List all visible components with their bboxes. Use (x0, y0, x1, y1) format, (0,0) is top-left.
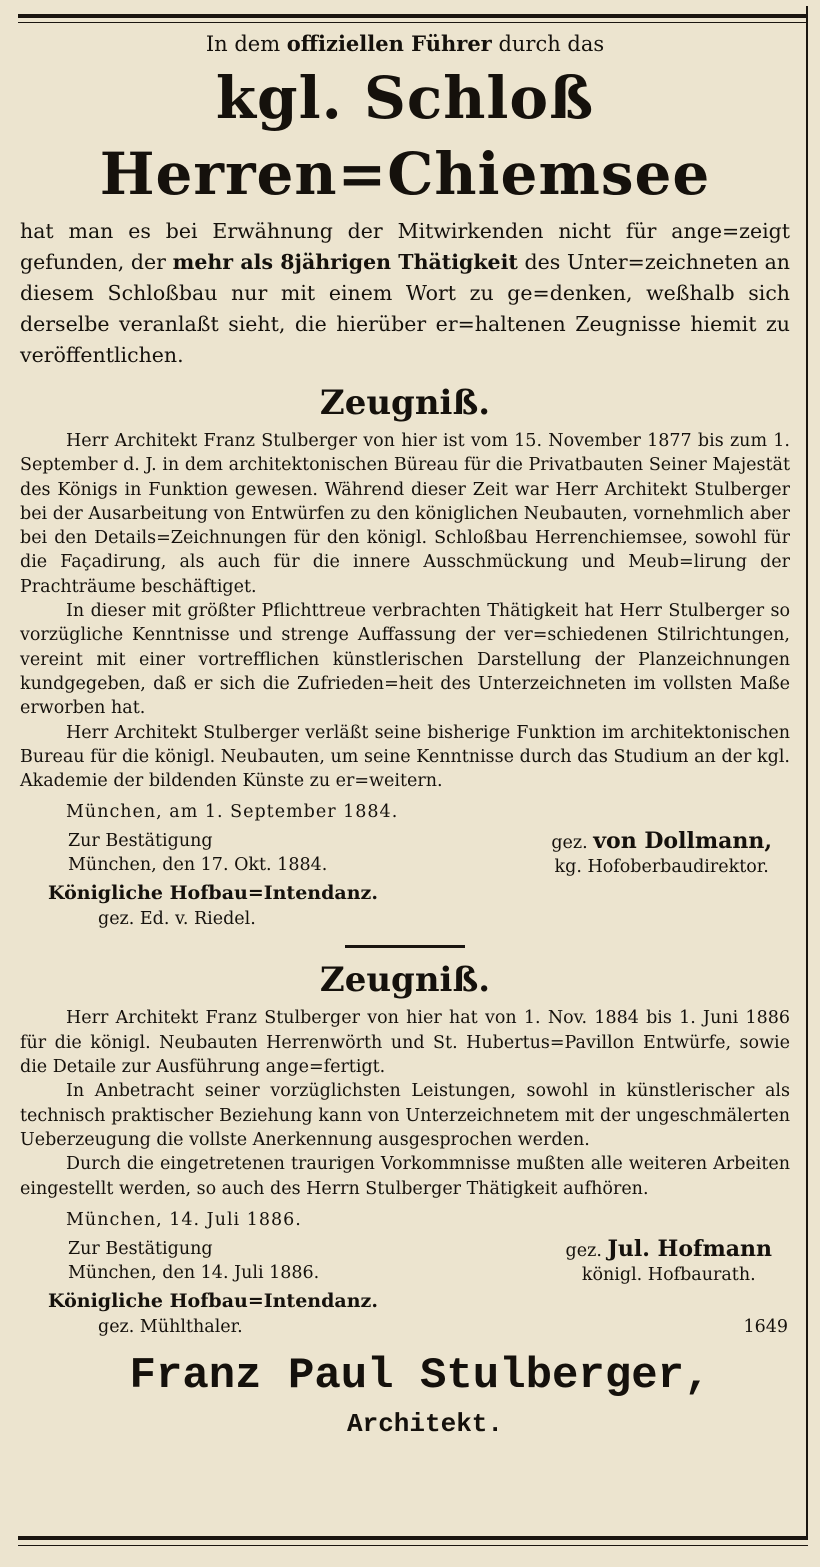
advertiser-name: Franz Paul Stulberger, (129, 1350, 711, 1401)
intro-line (20, 28, 790, 60)
confirmation-date: München, den 17. Okt. 1884. (68, 855, 328, 876)
signer-title: königl. Hofbaurath. (581, 1264, 756, 1285)
testimonial-2-footer (20, 1315, 790, 1339)
signer-name: Jul. Hofmann (607, 1235, 772, 1262)
headline: kgl. Schloß Herren=Chiemsee (99, 64, 711, 208)
testimonial-1-paragraph-3: Herr Architekt Stulberger verläßt seine bisherige Funktion im architektonischen Bureau für die königl. Neubauten, um seine Kenntnisse durch das Studium an der kgl. Akademie der bildenden Künste zu er=weitern. (20, 722, 790, 792)
testimonial-2-signatures (20, 1237, 790, 1287)
testimonial-2-signer (566, 1237, 772, 1287)
testimonial-1-paragraph-1: Herr Architekt Franz Stulberger von hier ist vom 15. November 1877 bis zum 1. September d. J. in dem architektonischen Büreau für die Privatbauten Seiner Majestät des Königs in Funktion gewesen. Während dieser Zeit war Herr Architekt Stulberger bei der Ausarbeitung von Entwürfen zu den königlichen Neubauten, vornehmlich aber bei den Details=Zeichnungen für den königl. Schloßbau Herrenchiemsee, sowohl für die Façadirung, als auch für die innere Ausschmückung und Meub=lirung der Prachträume beschäftiget. (20, 431, 790, 597)
advertiser-profession: Architekt. (346, 1408, 504, 1439)
confirmation-label: Zur Bestätigung (68, 831, 213, 852)
testimonial-1-office: Königliche Hofbau=Intendanz. (48, 882, 378, 905)
testimonial-1-confirmation (68, 829, 327, 879)
testimonial-1-dateline: München, am 1. September 1884. (66, 802, 399, 823)
advertisement (20, 28, 790, 1441)
testimonial-2 (20, 958, 790, 1338)
testimonial-2-dateline: München, 14. Juli 1886. (66, 1209, 302, 1230)
testimonial-2-office: Königliche Hofbau=Intendanz. (48, 1289, 378, 1312)
testimonial-2-paragraph-3: Durch die eingetretenen traurigen Vorkommnisse mußten alle weiteren Arbeiten eingestellt werden, so auch des Herrn Stulberger Thätigkeit aufhören. (20, 1154, 790, 1199)
section-divider (345, 945, 465, 948)
bottom-rule-thin (18, 1545, 808, 1546)
bottom-rule-thick (18, 1536, 808, 1540)
testimonial-2-paragraph-2: In Anbetracht seiner vorzüglichsten Leistungen, sowohl in künstlerischer als technisch praktischer Beziehung kann von Unterzeichnetem mit der ungeschmälerten Ueberzeugung die vollste Anerkennung ausgesprochen werden. (20, 1081, 790, 1150)
testimonial-2-title: Zeugniß. (319, 960, 491, 1001)
testimonial-1 (20, 381, 790, 931)
testimonial-1-signatures (20, 829, 790, 879)
testimonial-1-title: Zeugniß. (319, 383, 491, 423)
lead-part2: des Unter=zeichneten an diesem Schloßbau nur mit einem Wort zu ge=denken, weßhalb sich derselbe veranlaßt sieht, die hierüber er=haltenen Zeugnisse hiemit zu veröffentlichen. (20, 250, 790, 367)
right-column-rule (806, 6, 808, 1537)
top-rule-thick (18, 14, 808, 18)
lead-bold: mehr als 8jährigen Thätigkeit (172, 250, 518, 274)
intro-suffix: durch das (498, 32, 605, 56)
intro-bold: offiziellen Führer (286, 31, 492, 56)
ad-number: 1649 (743, 1316, 788, 1337)
intro-prefix: In dem (205, 32, 281, 56)
top-rule-thin (18, 22, 808, 23)
confirmation-label: Zur Bestätigung (68, 1238, 213, 1259)
testimonial-1-signer (551, 829, 772, 879)
lead-paragraph (20, 216, 790, 371)
testimonial-2-office-signed: gez. Mühlthaler. (98, 1316, 243, 1337)
testimonial-1-paragraph-2: In dieser mit größter Pflichttreue verbrachten Thätigkeit hat Herr Stulberger so vorzügliche Kenntnisse und strenge Auffassung der ver=schiedenen Stilrichtungen, vereint mit einer vortrefflichen künstlerischen Darstellung der Planzeichnungen kundgegeben, daß er sich die Zufrieden=heit des Unterzeichneten im vollsten Maße erworben hat. (20, 601, 790, 719)
testimonial-2-confirmation (68, 1237, 319, 1287)
confirmation-date: München, den 14. Juli 1886. (68, 1262, 320, 1283)
testimonial-1-office-signed: gez. Ed. v. Riedel. (98, 909, 256, 930)
signer-title: kg. Hofoberbaudirektor. (554, 857, 769, 878)
lead-part1: hat man es bei Erwähnung der Mitwirkenden nicht für ange=zeigt gefunden, der (20, 219, 790, 274)
testimonial-2-paragraph-1: Herr Architekt Franz Stulberger von hier hat von 1. Nov. 1884 bis 1. Juni 1886 für die königl. Neubauten Herrenwörth und St. Hubertus=Pavillon Entwürfe, sowie die Detaile zur Ausführung ange=fertigt. (20, 1008, 790, 1078)
signer-prefix: gez. (551, 833, 588, 854)
signer-prefix: gez. (565, 1240, 602, 1261)
signer-name: von Dollmann, (593, 828, 772, 855)
